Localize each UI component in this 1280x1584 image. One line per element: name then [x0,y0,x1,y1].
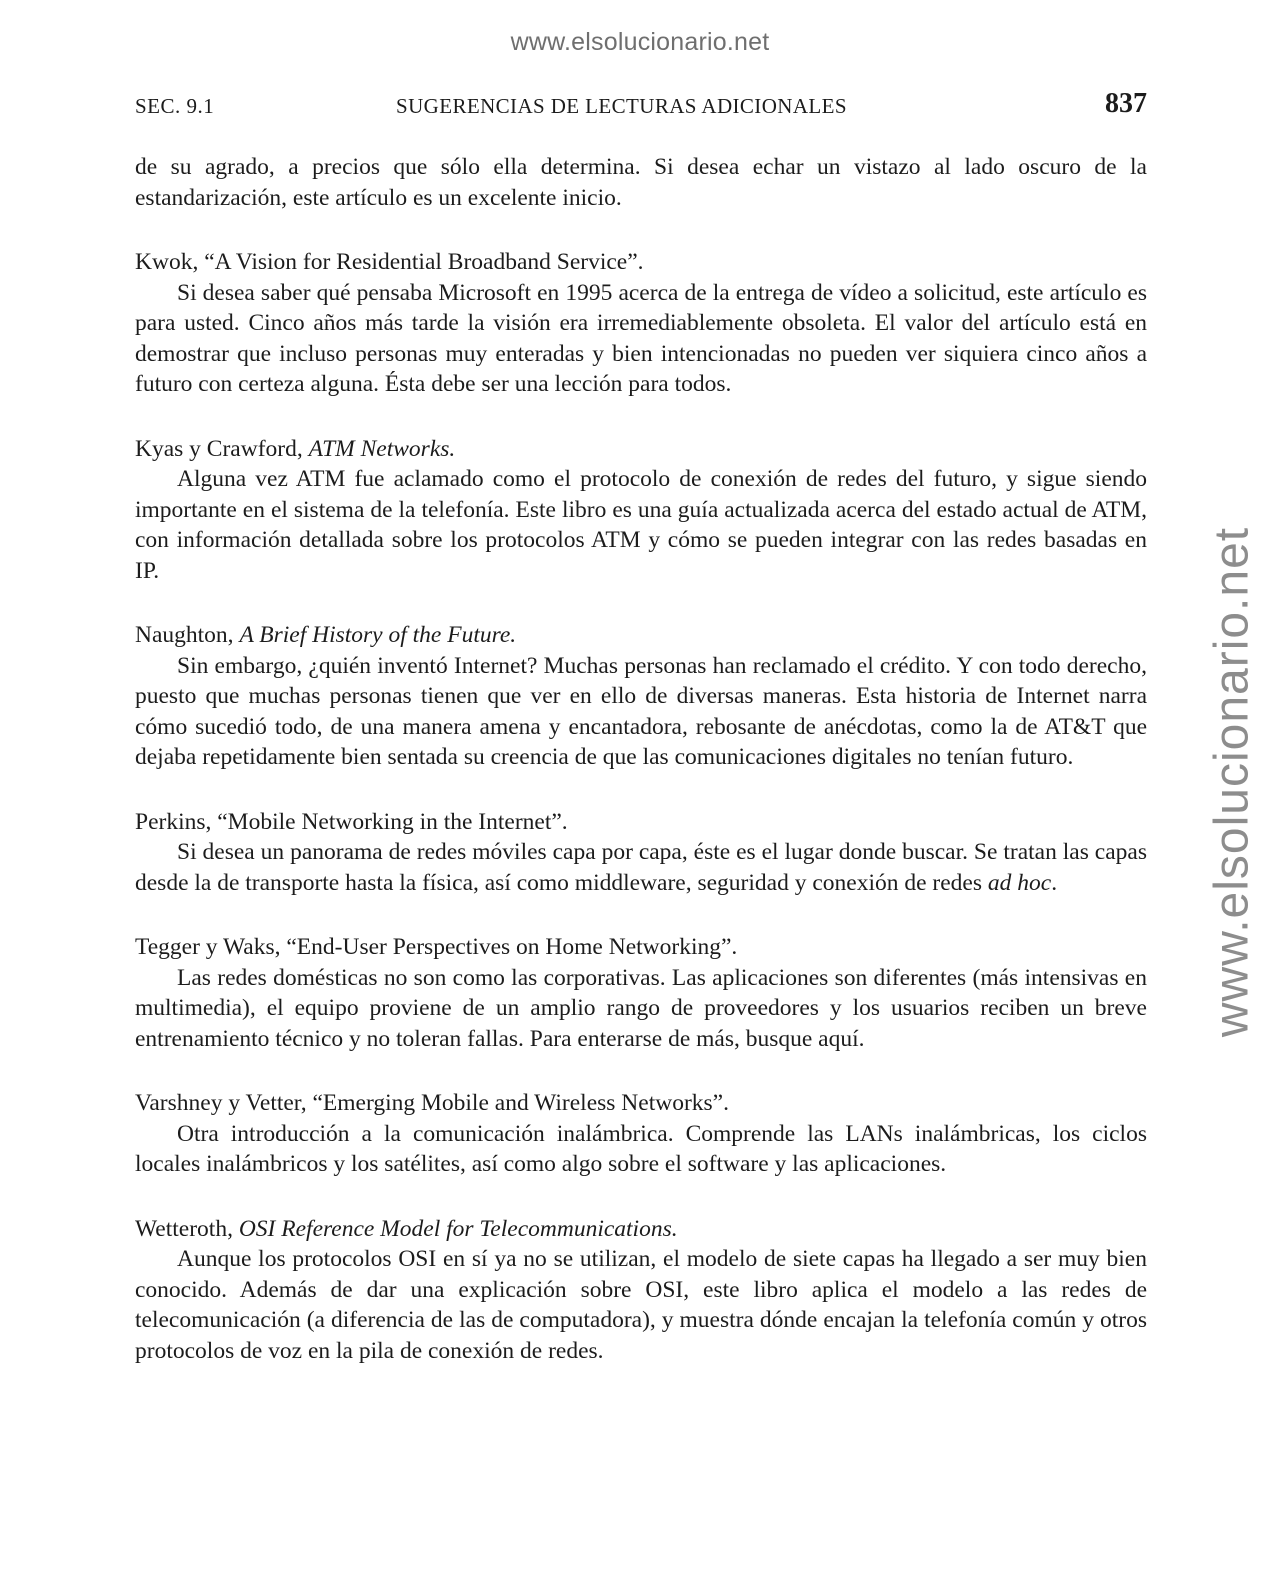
entry-heading [135,620,1147,651]
running-head [135,90,1147,124]
entry-work-title: A Brief History of the Future. [239,622,517,648]
reference-entry-kwok [135,247,1147,400]
entry-work-title: ATM Networks. [308,435,456,462]
entry-work-title: “End-User Perspectives on Home Networking”. [286,934,738,960]
entry-authors: Varshney y Vetter, [135,1090,313,1116]
entry-heading [135,1214,1147,1245]
entry-work-title: OSI Reference Model for Telecommunications. [238,1215,678,1242]
reference-entry-perkins [135,807,1147,899]
section-label: SEC. 9.1 [135,94,215,118]
entry-authors: Kwok, [135,249,205,275]
lead-paragraph: de su agrado, a precios que sólo ella determina. Si desea echar un vistazo al lado oscuro de la estandarización, este artículo es un excelente inicio. [135,154,1147,211]
entry-authors: Wetteroth, [135,1215,239,1242]
entry-description-text: Si desea un panorama de redes móviles capa por capa, éste es el lugar donde buscar. Se tratan las capas desde la de transporte hasta la física, así como middleware, seguridad y conexión de redes [135,839,1147,896]
entry-work-title: “A Vision for Residential Broadband Service”. [204,249,644,275]
entry-description: Aunque los protocolos OSI en sí ya no se utilizan, el modelo de siete capas ha llegado a ser muy bien conocido. Además de dar una explicación sobre OSI, este libro aplica el modelo a las redes de telecomunicación (a diferencia de las de computadora), y muestra dónde encajan la telefonía común y otros protocolos de voz en la pila de conexión de redes. [135,1246,1147,1364]
entry-description: Si desea saber qué pensaba Microsoft en 1995 acerca de la entrega de vídeo a solicitud, este artículo es para usted. Cinco años más tarde la visión era irremediablemente obsoleta. El valor del artículo está en demostrar que incluso personas muy enteradas y bien intencionadas no pueden ver siquiera cinco años a futuro con certeza alguna. Ésta debe ser una lección para todos. [135,279,1147,397]
entry-heading [135,1088,1147,1119]
entry-heading [135,247,1147,278]
entry-heading [135,932,1147,963]
entry-description-italic: ad hoc [987,869,1052,896]
entry-authors: Perkins, [135,808,218,835]
entry-heading [135,434,1147,465]
watermark-side: www.elsolucionario.net [1205,526,1259,1038]
reference-entry-wetteroth [135,1214,1147,1367]
reference-entry-kyas-crawford [135,434,1147,587]
entry-description: Sin embargo, ¿quién inventó Internet? Muchas personas han reclamado el crédito. Y con todo derecho, puesto que muchas personas tienen que ver en ello de diversas maneras. Esta historia de Internet narra cómo sucedió todo, de una manera amena y encantadora, rebosante de anécdotas, como la de AT&T que dejaba repetidamente bien sentada su creencia de que las comunicaciones digitales no tenían futuro. [135,652,1147,770]
entry-description: Otra introducción a la comunicación inalámbrica. Comprende las LANs inalámbricas, los ciclos locales inalámbricos y los satélites, así como algo sobre el software y las aplicaciones. [135,1120,1147,1177]
reference-entry-naughton [135,620,1147,773]
entry-description-end: . [1051,869,1058,896]
reference-entry-tegger-waks [135,932,1147,1054]
chapter-title: SUGERENCIAS DE LECTURAS ADICIONALES [396,94,847,118]
entry-description: Las redes domésticas no son como las corporativas. Las aplicaciones son diferentes (más intensivas en multimedia), el equipo proviene de un amplio rango de proveedores y los usuarios reciben un breve entrenamiento técnico y no toleran fallas. Para enterarse de más, busque aquí. [135,964,1147,1052]
page-body [135,152,1147,1366]
entry-work-title: “Emerging Mobile and Wireless Networks”. [312,1090,729,1116]
watermark-top: www.elsolucionario.net [510,28,770,56]
entry-work-title: “Mobile Networking in the Internet”. [217,808,568,835]
entry-heading [135,807,1147,838]
page-number: 837 [1105,88,1147,119]
entry-description [135,837,1147,898]
reference-entry-varshney-vetter [135,1088,1147,1180]
entry-authors: Kyas y Crawford, [135,435,309,462]
entry-description: Alguna vez ATM fue aclamado como el protocolo de conexión de redes del futuro, y sigue siendo importante en el sistema de la telefonía. Este libro es una guía actualizada acerca del estado actual de ATM, con información detallada sobre los protocolos ATM y cómo se pueden integrar con las redes basadas en IP. [135,466,1147,584]
entry-authors: Tegger y Waks, [135,934,287,960]
entry-authors: Naughton, [135,622,240,648]
